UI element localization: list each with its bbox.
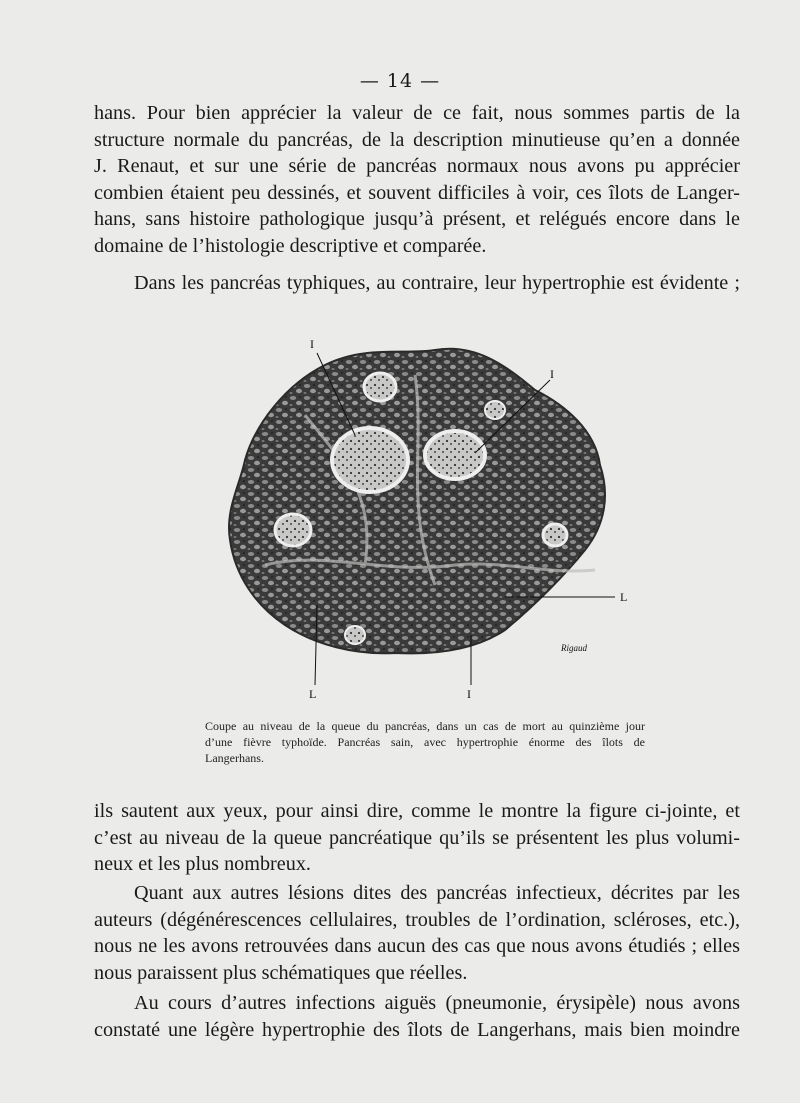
text-line: structure normale du pancréas, de la description minutieuse qu’en a donnée	[94, 128, 740, 151]
paragraph-3	[94, 798, 740, 878]
text-line: J. Renaut, et sur une série de pancréas normaux nous avons pu apprécier	[94, 155, 740, 178]
paragraph-1	[94, 100, 740, 260]
text-line: nous ne les avons retrouvées dans aucun des cas que nous avons étudiés ; elles	[94, 935, 740, 958]
histology-figure	[205, 335, 645, 705]
figure-label: L	[620, 590, 628, 604]
text-line: Au cours d’autres infections aiguës (pneumonie, érysipèle) nous avons	[134, 992, 740, 1014]
artist-signature: Rigaud	[561, 643, 587, 653]
text-line: constaté une légère hypertrophie des îlots de Langerhans, mais bien moindre	[94, 1018, 740, 1041]
figure-caption	[205, 718, 645, 766]
text-line: combien étaient peu dessinés, et souvent difficiles à voir, ces îlots de Langer-	[94, 181, 740, 204]
caption-line: d’une fièvre typhoïde. Pancréas sain, avec hypertrophie énorme des îlots de	[205, 735, 645, 749]
text-line: neux et les plus nombreux.	[94, 853, 311, 876]
text-line: hans. Pour bien apprécier la valeur de ce fait, nous sommes partis de la	[94, 102, 740, 124]
text-line: Quant aux autres lésions dites des pancréas infectieux, décrites par les	[134, 882, 740, 904]
figure-label: I	[310, 337, 314, 351]
page-number: — 14 —	[359, 70, 441, 92]
text-line: hans, sans histoire pathologique jusqu’à présent, et relégués encore dans le	[94, 208, 740, 231]
text-line: nous paraissent plus schématiques que réelles.	[94, 961, 468, 984]
paragraph-5	[94, 990, 740, 1043]
figure-label: I	[550, 367, 554, 381]
caption-line: Coupe au niveau de la queue du pancréas, dans un cas de mort au quinzième jour	[205, 719, 645, 733]
figure-label: L	[309, 687, 317, 701]
text-line: Dans les pancréas typhiques, au contraire, leur hypertrophie est évidente ;	[134, 272, 740, 294]
text-line: c’est au niveau de la queue pancréatique qu’ils se présentent les plus volumi-	[94, 826, 740, 849]
figure-label: I	[467, 687, 471, 701]
caption-line: Langerhans.	[205, 751, 264, 765]
paragraph-2	[94, 270, 740, 297]
text-line: auteurs (dégénérescences cellulaires, troubles de l’ordination, scléroses, etc.),	[94, 908, 740, 931]
paragraph-4	[94, 880, 740, 986]
text-line: domaine de l’histologie descriptive et comparée.	[94, 234, 487, 257]
text-line: ils sautent aux yeux, pour ainsi dire, comme le montre la figure ci-jointe, et	[94, 800, 740, 822]
